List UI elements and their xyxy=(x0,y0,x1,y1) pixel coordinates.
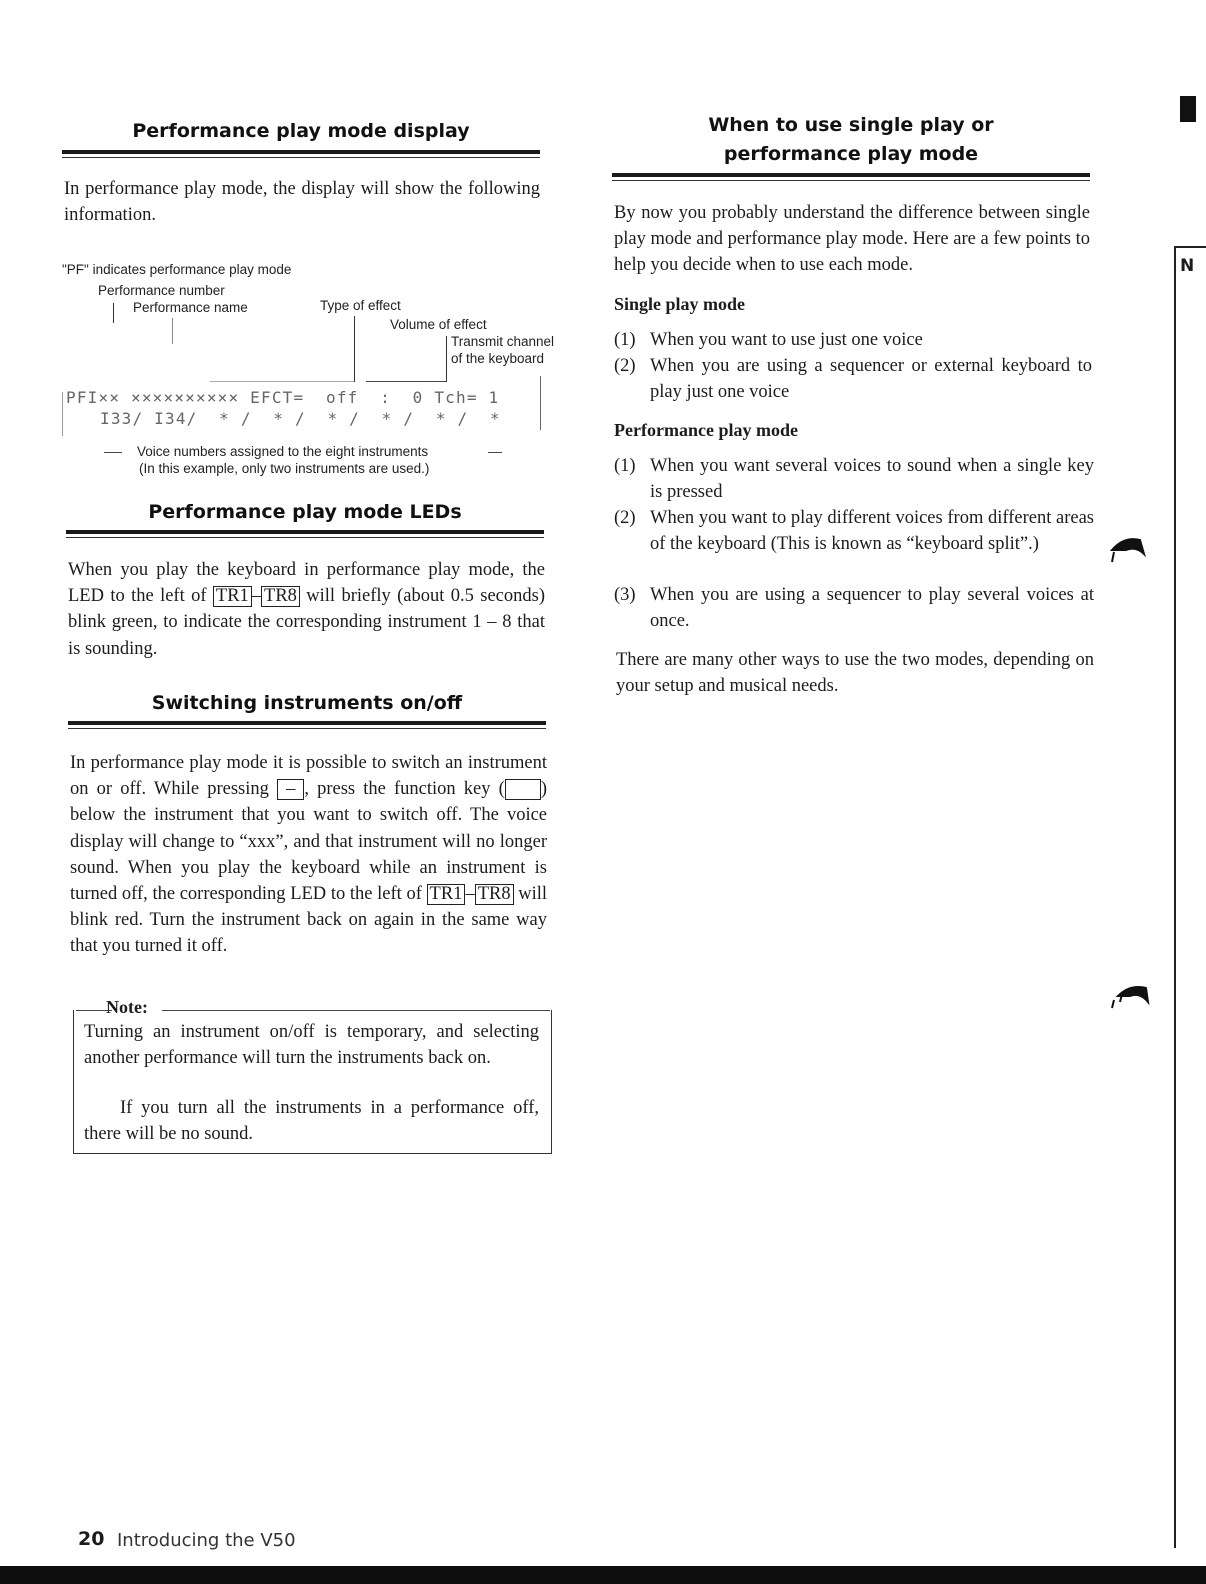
lcd-line-1: PFI×× ×××××××××× EFCT= off : 0 Tch= 1 xyxy=(66,388,500,407)
transmit-channel-label-2: of the keyboard xyxy=(451,351,545,366)
display-intro: In performance play mode, the display will show the following information. xyxy=(64,179,540,226)
switch-paragraph: In performance play mode it is possible to switch an instrument on or off. While pressing – , press the function key ( ) below the instrument that you want to switch off. The voice display will change to “xxx”, and that instrument will no longer sound. When you play the keyboard while an instrument is turned off, the corresponding LED to the left of TR1 – TR8 will blink red. Turn the instrument back on again in the same way that you turned it off. xyxy=(70,753,548,957)
right-heading-line-2: performance play mode xyxy=(723,143,979,165)
lcd-line-2: I33/ I34/ * / * / * / * / * / * xyxy=(100,409,501,428)
single-play-heading: Single play mode xyxy=(614,294,746,314)
edge-tab-label: N xyxy=(1180,256,1195,276)
note-paragraph-2: If you turn all the instruments in a performance off, there will be no sound. xyxy=(84,1098,539,1145)
leader-line xyxy=(446,336,447,382)
leader-line xyxy=(354,316,355,382)
display-heading: Performance play mode display xyxy=(132,120,470,142)
note-title: Note: xyxy=(106,997,148,1017)
ink-smudge-icon xyxy=(1100,530,1150,570)
minus-key: – xyxy=(277,779,304,800)
performance-name-label: Performance name xyxy=(133,300,248,315)
leader-line xyxy=(366,381,446,382)
scan-bottom-edge xyxy=(0,1566,1206,1584)
function-key xyxy=(505,779,541,800)
tr1-key: TR1 xyxy=(213,586,252,607)
tr8-key: TR8 xyxy=(475,884,514,905)
tr1-key: TR1 xyxy=(427,884,466,905)
effect-volume-label: Volume of effect xyxy=(390,317,487,332)
adjacent-page-edge xyxy=(1174,246,1206,1548)
switch-heading: Switching instruments on/off xyxy=(151,692,463,714)
transmit-channel-label-1: Transmit channel xyxy=(451,334,555,349)
edge-marker xyxy=(1180,96,1196,122)
effect-type-label: Type of effect xyxy=(320,298,401,313)
heading-rule xyxy=(66,530,544,534)
voice-numbers-note: (In this example, only two instruments are used.) xyxy=(139,461,430,476)
heading-rule xyxy=(68,721,546,725)
tr8-key: TR8 xyxy=(261,586,300,607)
performance-play-heading: Performance play mode xyxy=(614,420,798,440)
voice-numbers-label: Voice numbers assigned to the eight instruments xyxy=(137,444,429,459)
ink-smudge-icon xyxy=(1106,980,1156,1020)
lcd-frame-left xyxy=(62,392,63,436)
leds-heading: Performance play mode LEDs xyxy=(148,501,462,523)
leader-line xyxy=(172,318,173,344)
right-intro: By now you probably understand the difference between single play mode and performance play mode. Here are a few points to help you decide when to use each mode. xyxy=(614,203,1090,276)
leader-line xyxy=(104,452,122,453)
pf-label: "PF" indicates performance play mode xyxy=(62,262,292,277)
right-heading-line-1: When to use single play or xyxy=(708,114,994,136)
leader-line xyxy=(488,452,502,453)
heading-rule xyxy=(612,173,1090,177)
page-number: 20 xyxy=(78,1528,105,1550)
leader-line xyxy=(113,303,114,323)
leader-line xyxy=(210,381,354,382)
lcd-frame-right xyxy=(540,376,541,430)
footer-title: Introducing the V50 xyxy=(117,1530,296,1551)
leds-paragraph: When you play the keyboard in performance play mode, the LED to the left of TR1 – TR8 will briefly (about 0.5 seconds) blink green, to indicate the corresponding instrument 1 – 8 that is sounding. xyxy=(68,560,546,659)
performance-number-label: Performance number xyxy=(98,283,225,298)
right-closing: There are many other ways to use the two modes, depending on your setup and musical needs. xyxy=(616,650,1094,697)
note-paragraph-1: Turning an instrument on/off is temporary, and selecting another performance will turn the instruments back on. xyxy=(84,1022,539,1069)
heading-rule xyxy=(62,150,540,154)
